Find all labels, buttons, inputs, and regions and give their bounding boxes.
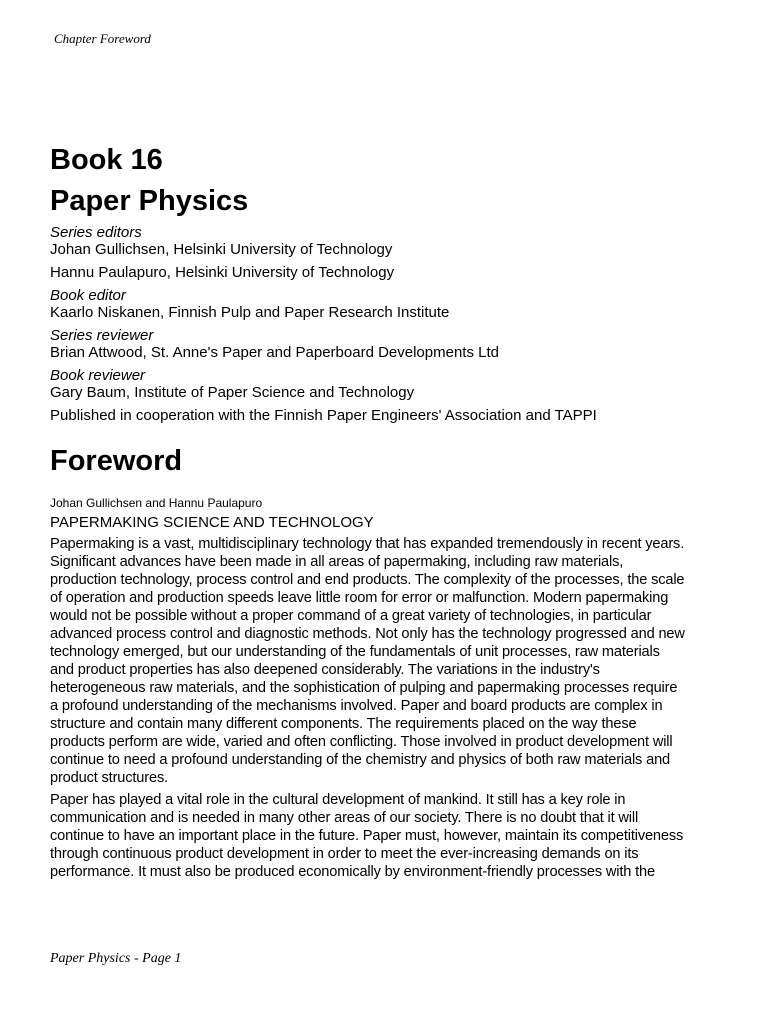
- foreword-subtitle: PAPERMAKING SCIENCE AND TECHNOLOGY: [50, 514, 374, 531]
- paragraph-line: performance. It must also be produced economically by environment-friendly processes with the: [50, 864, 655, 880]
- paragraph-line: continue to have an important place in the future. Paper must, however, maintain its competitiveness: [50, 828, 684, 844]
- foreword-paragraph-2: [50, 791, 740, 881]
- series-reviewer-label: Series reviewer: [50, 327, 154, 344]
- paragraph-line: continue to need a profound understanding of the chemistry and physics of both raw materials and: [50, 752, 671, 768]
- paragraph-line: technology emerged, but our understanding of the fundamentals of unit processes, raw materials: [50, 644, 660, 660]
- paragraph-line: Papermaking is a vast, multidisciplinary technology that has expanded tremendously in recent years.: [50, 536, 685, 552]
- paragraph-line: heterogeneous raw materials, and the sophistication of pulping and papermaking processes require: [50, 680, 678, 696]
- page-content: [50, 140, 740, 885]
- paragraph-line: would not be possible without a proper command of a great variety of technologies, in particular: [50, 608, 652, 624]
- running-header: Chapter Foreword: [54, 31, 151, 46]
- book-reviewer: Gary Baum, Institute of Paper Science and Technology: [50, 384, 415, 401]
- paragraph-line: structure and contain many different components. The requirements placed on the way these: [50, 716, 637, 732]
- series-editor-1: Johan Gullichsen, Helsinki University of Technology: [50, 241, 393, 258]
- paragraph-line: products perform are wide, varied and often conflicting. Those involved in product development will: [50, 734, 673, 750]
- paragraph-line: communication and is needed in many other areas of our society. There is no doubt that it will: [50, 810, 639, 826]
- foreword-title: Foreword: [50, 445, 183, 477]
- series-reviewer: Brian Attwood, St. Anne's Paper and Paperboard Developments Ltd: [50, 344, 499, 361]
- book-editor-label: Book editor: [50, 287, 126, 304]
- paragraph-line: Significant advances have been made in all areas of papermaking, including raw materials,: [50, 554, 624, 570]
- series-editor-2: Hannu Paulapuro, Helsinki University of Technology: [50, 264, 395, 281]
- paragraph-line: and product properties has also deepened considerably. The variations in the industry's: [50, 662, 600, 678]
- paragraph-line: production technology, process control and end products. The complexity of the processes, the scale: [50, 572, 685, 588]
- series-editors-label: Series editors: [50, 224, 142, 241]
- paragraph-line: of operation and production speeds leave little room for error or malfunction. Modern papermaking: [50, 590, 669, 606]
- credits-block: [50, 224, 740, 424]
- book-number: Book 16: [50, 144, 163, 176]
- book-editor: Kaarlo Niskanen, Finnish Pulp and Paper Research Institute: [50, 304, 450, 321]
- running-footer: Paper Physics - Page 1: [50, 951, 182, 966]
- foreword-paragraph-1: [50, 535, 740, 787]
- book-title: Paper Physics: [50, 185, 249, 217]
- paragraph-line: product structures.: [50, 770, 169, 786]
- published-note: Published in cooperation with the Finnish Paper Engineers' Association and TAPPI: [50, 407, 597, 424]
- foreword-authors: Johan Gullichsen and Hannu Paulapuro: [50, 496, 263, 510]
- paragraph-line: Paper has played a vital role in the cultural development of mankind. It still has a key role in: [50, 792, 626, 808]
- paragraph-line: advanced process control and diagnostic methods. Not only has the technology progressed and new: [50, 626, 685, 642]
- paragraph-line: a profound understanding of the mechanisms involved. Paper and board products are complex in: [50, 698, 663, 714]
- paragraph-line: through continuous product development in order to meet the ever-increasing demands on its: [50, 846, 639, 862]
- book-reviewer-label: Book reviewer: [50, 367, 146, 384]
